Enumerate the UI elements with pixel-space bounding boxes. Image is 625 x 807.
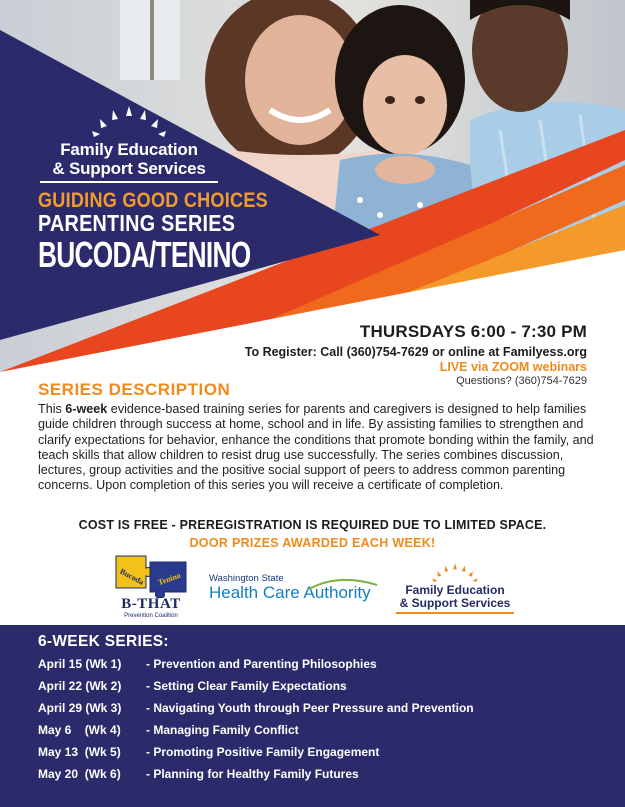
schedule-date: April 29 (Wk 3) — [38, 701, 122, 715]
event-info — [245, 322, 587, 387]
sunburst-icon — [89, 104, 169, 140]
live-zoom-note: LIVE via ZOOM webinars — [439, 360, 587, 374]
schedule-topic: - Setting Clear Family Expectations — [146, 679, 347, 693]
six-week-bold: 6-week — [65, 402, 108, 416]
schedule-date: April 15 (Wk 1) — [38, 657, 122, 671]
fess-logo — [390, 562, 520, 614]
schedule-date: May 13 (Wk 5) — [38, 745, 121, 759]
hero-shapes — [0, 0, 625, 372]
schedule-topic: - Managing Family Conflict — [146, 723, 299, 737]
schedule-row — [38, 723, 598, 741]
hca-swoosh-icon — [209, 579, 379, 593]
schedule-heading: 6-WEEK SERIES: — [38, 633, 169, 650]
hca-state: Washington State — [209, 573, 284, 584]
schedule-row — [38, 767, 598, 785]
fess-name-line2: & Support Services — [399, 596, 511, 610]
series-description-heading: SERIES DESCRIPTION — [38, 380, 231, 399]
sunburst-icon — [430, 562, 480, 584]
hero-org-name-line2: & Support Services — [52, 159, 206, 178]
schedule-topic: - Planning for Healthy Family Futures — [146, 767, 359, 781]
schedule-topic: - Promoting Positive Family Engagement — [146, 745, 380, 759]
register-info: To Register: Call (360)754-7629 or online at Familyess.org — [244, 345, 587, 359]
door-prizes-notice: DOOR PRIZES AWARDED EACH WEEK! — [189, 536, 436, 550]
fess-name-line1: Family Education — [405, 583, 505, 597]
fess-underline — [396, 612, 514, 614]
puzzle-pieces-icon — [106, 552, 196, 598]
schedule-date: May 20 (Wk 6) — [38, 767, 121, 781]
title-location: BUCODA/TENINO — [38, 234, 251, 275]
svg-text:Tenino: Tenino — [156, 570, 182, 588]
hca-logo — [209, 573, 379, 603]
hero-org-underline — [40, 181, 218, 183]
schedule-topic: - Navigating Youth through Peer Pressure and Prevention — [146, 701, 474, 715]
hero-org-logo — [40, 104, 218, 183]
bthat-name: B-THAT — [121, 596, 181, 612]
bthat-subtitle: Prevention Coalition — [124, 613, 178, 619]
hero-banner — [0, 0, 625, 372]
schedule-topic: - Prevention and Parenting Philosophies — [146, 657, 377, 671]
schedule-row — [38, 701, 598, 719]
cost-notice: COST IS FREE - PREREGISTRATION IS REQUIRED DUE TO LIMITED SPACE. — [78, 518, 547, 532]
schedule-row — [38, 745, 598, 763]
schedule-row — [38, 679, 598, 697]
questions-phone: Questions? (360)754-7629 — [456, 375, 587, 387]
schedule-date: May 6 (Wk 4) — [38, 723, 121, 737]
event-time: THURSDAYS 6:00 - 7:30 PM — [359, 322, 587, 341]
schedule-date: April 22 (Wk 2) — [38, 679, 122, 693]
hero-org-name-line1: Family Education — [60, 140, 198, 159]
bthat-logo — [106, 552, 196, 624]
title-block — [38, 190, 288, 273]
title-guiding-good-choices: GUIDING GOOD CHOICES — [38, 189, 268, 212]
hca-name: Health Care Authority — [209, 583, 371, 602]
svg-text:Bucoda: Bucoda — [118, 566, 146, 587]
schedule-section — [0, 625, 625, 807]
series-description-text: This 6-week evidence-based training series for parents and caregivers is designed to help families guide children through success at home, school and in life. By assisting families to strengthen and clarify expectations for behavior, enhance the conditions that promote bonding within the family, and teach skills that allow children to resist drug use successfully. The series combines discussion, lectures, group activities and the positive social support of peers to address common parenting concerns. Upon completion of this series you will receive a certificate of completion. — [38, 402, 594, 493]
schedule-row — [38, 657, 598, 675]
title-parenting-series: PARENTING SERIES — [38, 210, 236, 236]
